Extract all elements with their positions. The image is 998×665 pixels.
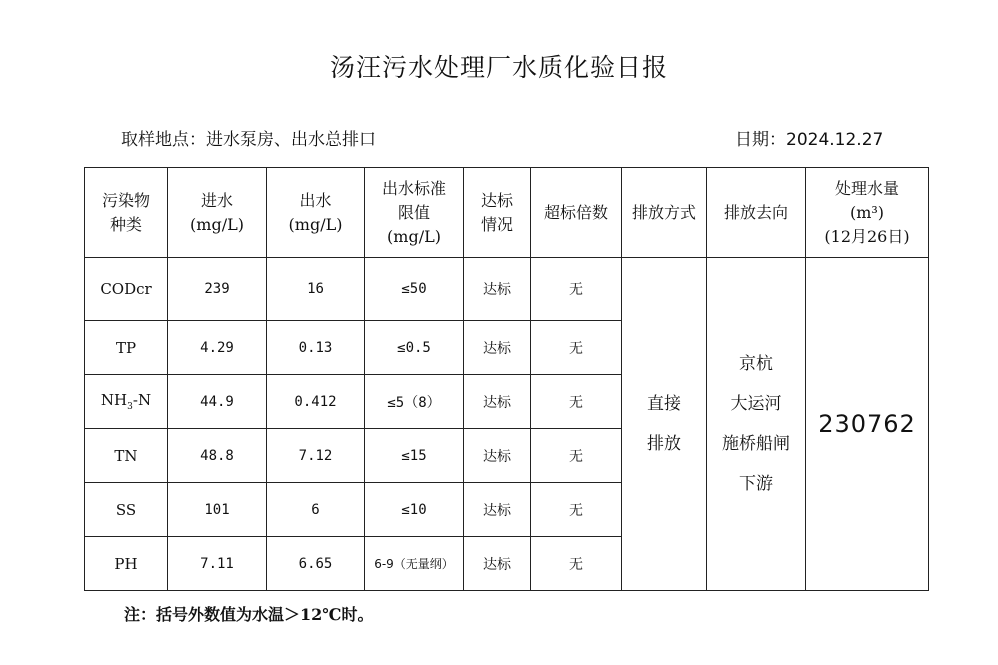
inflow-value: 7.11: [168, 537, 267, 591]
compliance-status: 达标: [464, 375, 531, 429]
report-date: 日期：2024.12.27: [735, 130, 884, 150]
standard-limit: ≤10: [365, 483, 464, 537]
discharge-destination: 京杭 大运河 施桥船闸 下游: [707, 258, 806, 591]
pollutant-name: SS: [85, 483, 168, 537]
standard-limit: ≤0.5: [365, 321, 464, 375]
exceed-multiple: 无: [531, 375, 622, 429]
outflow-value: 0.13: [267, 321, 365, 375]
inflow-value: 44.9: [168, 375, 267, 429]
pollutant-name: CODcr: [85, 258, 168, 321]
exceed-multiple: 无: [531, 258, 622, 321]
outflow-value: 16: [267, 258, 365, 321]
compliance-status: 达标: [464, 537, 531, 591]
compliance-status: 达标: [464, 321, 531, 375]
exceed-multiple: 无: [531, 429, 622, 483]
compliance-status: 达标: [464, 258, 531, 321]
header-standard: 出水标准 限值 (mg/L): [365, 168, 464, 258]
table-row: [85, 258, 929, 321]
compliance-status: 达标: [464, 483, 531, 537]
header-pollutant: 污染物 种类: [85, 168, 168, 258]
water-quality-table: [84, 167, 929, 591]
discharge-method: 直接 排放: [622, 258, 707, 591]
report-title: 汤汪污水处理厂水质化验日报: [329, 53, 668, 82]
header-volume: 处理水量 (m³) (12月26日): [806, 168, 929, 258]
pollutant-name: TN: [85, 429, 168, 483]
exceed-multiple: 无: [531, 483, 622, 537]
outflow-value: 6.65: [267, 537, 365, 591]
table-header-row: [85, 168, 929, 258]
sampling-location: 取样地点：进水泵房、出水总排口: [121, 130, 376, 150]
standard-limit: ≤5（8）: [365, 375, 464, 429]
exceed-multiple: 无: [531, 537, 622, 591]
treated-volume: 230762: [806, 258, 929, 591]
header-inflow: 进水 (mg/L): [168, 168, 267, 258]
compliance-status: 达标: [464, 429, 531, 483]
pollutant-name: $NH_3-N$: [85, 375, 168, 429]
outflow-value: 6: [267, 483, 365, 537]
inflow-value: 101: [168, 483, 267, 537]
pollutant-name: TP: [85, 321, 168, 375]
inflow-value: 4.29: [168, 321, 267, 375]
header-destination: 排放去向: [707, 168, 806, 258]
inflow-value: 239: [168, 258, 267, 321]
header-exceed: 超标倍数: [531, 168, 622, 258]
header-outflow: 出水 (mg/L): [267, 168, 365, 258]
outflow-value: 7.12: [267, 429, 365, 483]
header-status: 达标 情况: [464, 168, 531, 258]
header-method: 排放方式: [622, 168, 707, 258]
pollutant-name: PH: [85, 537, 168, 591]
standard-limit: 6-9（无量纲）: [365, 537, 464, 591]
footnote: 注：括号外数值为水温＞12℃时。: [124, 605, 374, 624]
standard-limit: ≤50: [365, 258, 464, 321]
outflow-value: 0.412: [267, 375, 365, 429]
exceed-multiple: 无: [531, 321, 622, 375]
inflow-value: 48.8: [168, 429, 267, 483]
standard-limit: ≤15: [365, 429, 464, 483]
